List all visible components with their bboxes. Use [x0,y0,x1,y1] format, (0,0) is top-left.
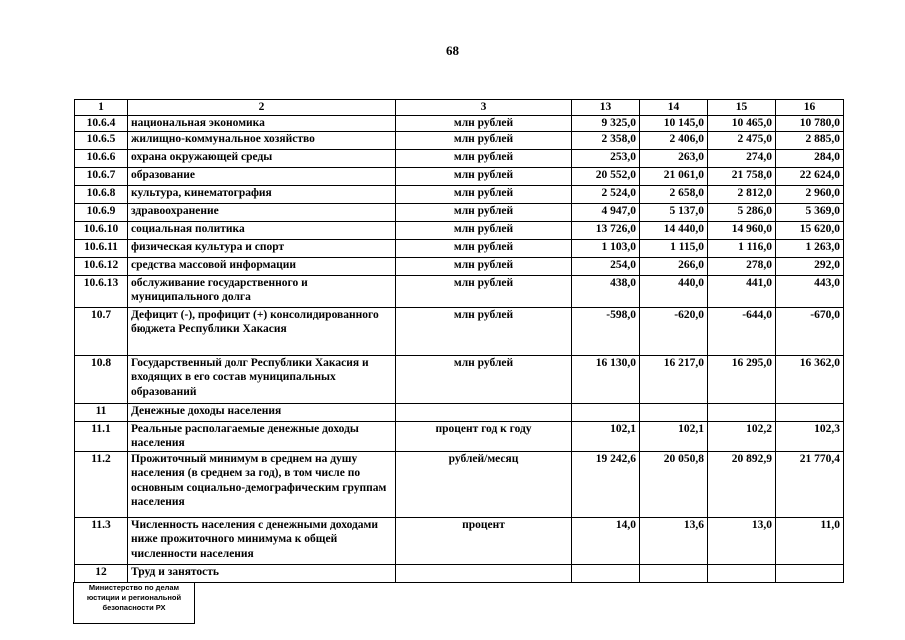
unit-cell: млн рублей [396,239,572,257]
value-cell: 10 145,0 [640,116,708,132]
value-cell: 292,0 [776,257,844,275]
table-row [75,451,844,517]
header-cell: 2 [128,100,396,116]
value-cell: 21 061,0 [640,167,708,185]
value-cell: 5 369,0 [776,203,844,221]
unit-cell: рублей/месяц [396,451,572,517]
header-cell: 3 [396,100,572,116]
unit-cell: млн рублей [396,203,572,221]
unit-cell: процент год к году [396,421,572,451]
ministry-stamp [73,582,195,624]
indicator-name-cell: Государственный долг Республики Хакасия и входящих в его состав муниципальных образований [128,355,396,403]
value-cell: 102,2 [708,421,776,451]
value-cell: 20 552,0 [572,167,640,185]
row-number-cell: 10.6.5 [75,131,128,149]
row-number-cell: 10.6.11 [75,239,128,257]
value-cell: 14,0 [572,517,640,564]
row-number-cell: 10.6.10 [75,221,128,239]
table-row [75,239,844,257]
indicator-name-cell: жилищно-коммунальное хозяйство [128,131,396,149]
header-cell: 15 [708,100,776,116]
value-cell: 102,1 [640,421,708,451]
table-row [75,185,844,203]
value-cell: 266,0 [640,257,708,275]
table-row [75,167,844,185]
value-cell: 20 050,8 [640,451,708,517]
value-cell: 443,0 [776,275,844,307]
table-header-row [75,100,844,116]
row-number-cell: 11.3 [75,517,128,564]
value-cell: 4 947,0 [572,203,640,221]
value-cell: 2 406,0 [640,131,708,149]
row-number-cell: 10.8 [75,355,128,403]
value-cell: 2 885,0 [776,131,844,149]
value-cell: 21 770,4 [776,451,844,517]
indicator-name-cell: Труд и занятость [128,564,396,582]
unit-cell: млн рублей [396,185,572,203]
value-cell: 263,0 [640,149,708,167]
header-cell: 1 [75,100,128,116]
unit-cell: млн рублей [396,355,572,403]
table-row [75,355,844,403]
indicator-name-cell: Денежные доходы населения [128,403,396,421]
value-cell [640,403,708,421]
value-cell: 274,0 [708,149,776,167]
unit-cell: млн рублей [396,116,572,132]
value-cell: 9 325,0 [572,116,640,132]
value-cell [640,564,708,582]
indicator-name-cell: здравоохранение [128,203,396,221]
indicator-name-cell: Реальные располагаемые денежные доходы населения [128,421,396,451]
value-cell: -670,0 [776,307,844,355]
value-cell: 1 115,0 [640,239,708,257]
table-row [75,421,844,451]
unit-cell [396,403,572,421]
row-number-cell: 10.6.4 [75,116,128,132]
value-cell: 10 780,0 [776,116,844,132]
header-cell: 13 [572,100,640,116]
table-row [75,149,844,167]
value-cell: 441,0 [708,275,776,307]
page-number: 68 [446,43,459,58]
row-number-cell: 10.7 [75,307,128,355]
value-cell: 2 524,0 [572,185,640,203]
value-cell: 15 620,0 [776,221,844,239]
value-cell [572,564,640,582]
value-cell: 253,0 [572,149,640,167]
unit-cell: млн рублей [396,149,572,167]
row-number-cell: 10.6.8 [75,185,128,203]
value-cell: 1 116,0 [708,239,776,257]
value-cell [776,403,844,421]
value-cell [708,564,776,582]
value-cell: 16 362,0 [776,355,844,403]
indicator-name-cell: Численность населения с денежными доходами ниже прожиточного минимума к общей численности населения [128,517,396,564]
value-cell: 22 624,0 [776,167,844,185]
value-cell [776,564,844,582]
table-row [75,275,844,307]
value-cell: 440,0 [640,275,708,307]
value-cell: 2 812,0 [708,185,776,203]
indicator-name-cell: средства массовой информации [128,257,396,275]
header-cell: 16 [776,100,844,116]
unit-cell: млн рублей [396,275,572,307]
row-number-cell: 10.6.6 [75,149,128,167]
value-cell: 16 217,0 [640,355,708,403]
value-cell: 10 465,0 [708,116,776,132]
value-cell: -598,0 [572,307,640,355]
unit-cell: млн рублей [396,221,572,239]
table-row [75,564,844,582]
row-number-cell: 10.6.12 [75,257,128,275]
indicator-name-cell: Прожиточный минимум в среднем на душу населения (в среднем за год), в том числе по основным социально-демографическим группам населения [128,451,396,517]
indicator-name-cell: культура, кинематография [128,185,396,203]
value-cell: 16 130,0 [572,355,640,403]
row-number-cell: 11.1 [75,421,128,451]
value-cell: 13 726,0 [572,221,640,239]
row-number-cell: 11 [75,403,128,421]
value-cell: 2 658,0 [640,185,708,203]
value-cell: 254,0 [572,257,640,275]
value-cell: 438,0 [572,275,640,307]
unit-cell: млн рублей [396,167,572,185]
table-row [75,517,844,564]
table-row [75,116,844,132]
table-row [75,257,844,275]
value-cell: -620,0 [640,307,708,355]
table-row [75,307,844,355]
value-cell: 21 758,0 [708,167,776,185]
row-number-cell: 10.6.7 [75,167,128,185]
value-cell: 5 286,0 [708,203,776,221]
unit-cell [396,564,572,582]
value-cell: 278,0 [708,257,776,275]
indicators-table [74,99,844,583]
value-cell: 2 960,0 [776,185,844,203]
value-cell: -644,0 [708,307,776,355]
value-cell: 19 242,6 [572,451,640,517]
row-number-cell: 10.6.13 [75,275,128,307]
header-cell: 14 [640,100,708,116]
value-cell: 5 137,0 [640,203,708,221]
value-cell: 2 358,0 [572,131,640,149]
row-number-cell: 12 [75,564,128,582]
value-cell: 2 475,0 [708,131,776,149]
value-cell: 11,0 [776,517,844,564]
row-number-cell: 10.6.9 [75,203,128,221]
value-cell: 16 295,0 [708,355,776,403]
indicator-name-cell: образование [128,167,396,185]
value-cell: 14 440,0 [640,221,708,239]
value-cell: 1 263,0 [776,239,844,257]
value-cell: 13,0 [708,517,776,564]
table-row [75,403,844,421]
indicator-name-cell: социальная политика [128,221,396,239]
value-cell: 1 103,0 [572,239,640,257]
indicator-name-cell: охрана окружающей среды [128,149,396,167]
value-cell: 14 960,0 [708,221,776,239]
value-cell: 20 892,9 [708,451,776,517]
unit-cell: млн рублей [396,131,572,149]
stamp-line: безопасности РХ [102,603,166,612]
indicator-name-cell: национальная экономика [128,116,396,132]
value-cell: 284,0 [776,149,844,167]
indicator-name-cell: обслуживание государственного и муниципального долга [128,275,396,307]
stamp-line: Министерство по делам [88,583,180,592]
value-cell: 102,3 [776,421,844,451]
value-cell: 102,1 [572,421,640,451]
value-cell [708,403,776,421]
table-row [75,131,844,149]
value-cell: 13,6 [640,517,708,564]
row-number-cell: 11.2 [75,451,128,517]
table-row [75,203,844,221]
table-row [75,221,844,239]
indicator-name-cell: физическая культура и спорт [128,239,396,257]
indicator-name-cell: Дефицит (-), профицит (+) консолидированного бюджета Республики Хакасия [128,307,396,355]
value-cell [572,403,640,421]
stamp-line: юстиции и региональной [86,593,182,602]
unit-cell: млн рублей [396,257,572,275]
unit-cell: млн рублей [396,307,572,355]
unit-cell: процент [396,517,572,564]
